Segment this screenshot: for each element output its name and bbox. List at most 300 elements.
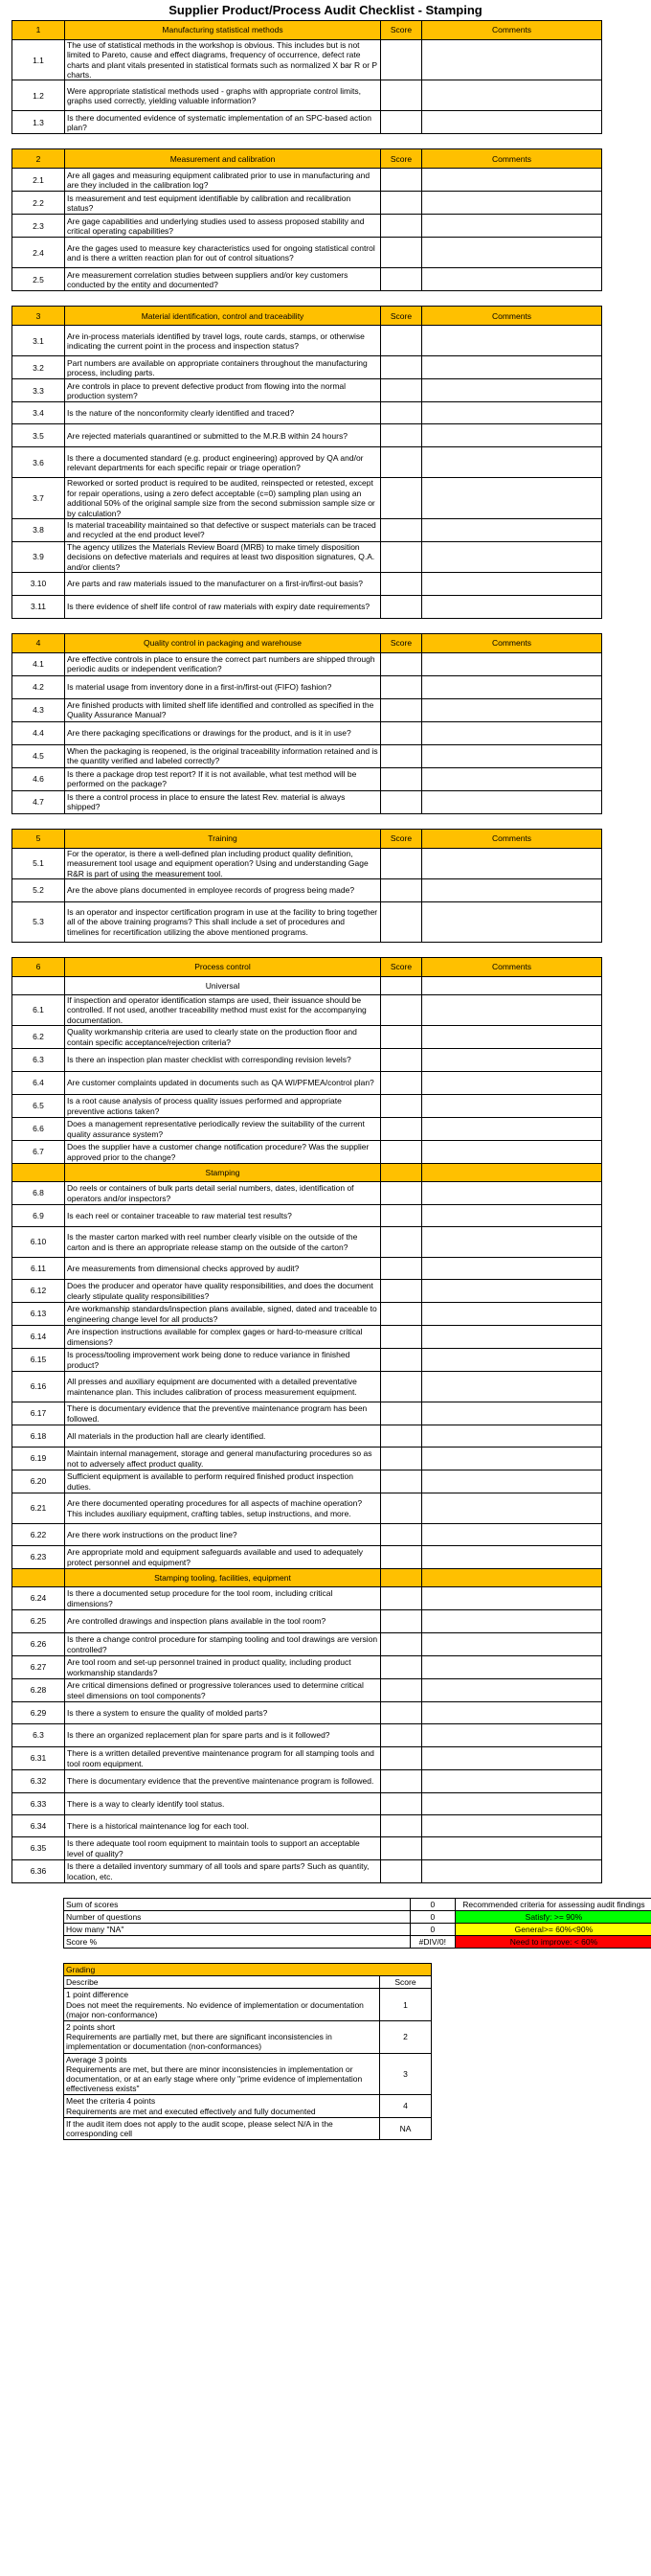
comments-cell[interactable] xyxy=(422,1679,602,1702)
comments-cell[interactable] xyxy=(422,326,602,356)
grading-description: Average 3 points Requirements are met, but there are minor inconsistencies in implementation or documentation, or at an early stage where only "prime evidence of implementation effectiveness exists" xyxy=(64,2053,380,2095)
comments-cell[interactable] xyxy=(422,40,602,80)
item-number: 3.3 xyxy=(12,379,65,402)
score-cell[interactable] xyxy=(381,1747,422,1770)
score-cell[interactable] xyxy=(381,80,422,111)
item-question: Is there adequate tool room equipment to maintain tools to support an acceptable level of quality? xyxy=(65,1837,381,1860)
score-cell[interactable] xyxy=(381,721,422,744)
comments-cell[interactable] xyxy=(422,111,602,134)
comments-cell[interactable] xyxy=(422,848,602,878)
page-title: Supplier Product/Process Audit Checklist - Stamping xyxy=(168,3,483,17)
score-cell[interactable] xyxy=(381,1402,422,1425)
criteria-note: Satisfy: >= 90% xyxy=(455,1911,651,1924)
checklist-row xyxy=(12,1724,602,1747)
comments-cell[interactable] xyxy=(422,1524,602,1546)
item-number: 5.1 xyxy=(12,848,65,878)
score-cell[interactable] xyxy=(381,1587,422,1610)
item-question: Is there a package drop test report? If it is not available, what test method will be performed on the package? xyxy=(65,767,381,790)
summary-row xyxy=(64,1911,651,1924)
score-cell[interactable] xyxy=(381,1349,422,1372)
score-cell[interactable] xyxy=(381,1072,422,1095)
comments-cell[interactable] xyxy=(422,879,602,902)
checklist-row xyxy=(12,572,602,595)
item-question: Does the producer and operator have quality responsibilities, and does the document clearly stipulate quality responsibilities? xyxy=(65,1280,381,1303)
summary-label: Number of questions xyxy=(64,1911,411,1924)
score-cell[interactable] xyxy=(381,215,422,238)
score-cell[interactable] xyxy=(381,698,422,721)
comments-cell[interactable] xyxy=(422,1724,602,1747)
summary-table xyxy=(63,1898,651,1949)
score-cell[interactable] xyxy=(381,767,422,790)
comments-cell[interactable] xyxy=(422,572,602,595)
comments-cell[interactable] xyxy=(422,1205,602,1227)
score-cell[interactable] xyxy=(381,1837,422,1860)
checklist-row xyxy=(12,40,602,80)
score-cell[interactable] xyxy=(381,1227,422,1258)
comments-cell[interactable] xyxy=(422,1095,602,1118)
item-question: There is a way to clearly identify tool status. xyxy=(65,1793,381,1815)
item-number: 6.35 xyxy=(12,1837,65,1860)
summary-row xyxy=(64,1899,651,1911)
criteria-note: Need to improve: < 60% xyxy=(455,1936,651,1949)
score-cell[interactable] xyxy=(381,1770,422,1793)
section-title: Measurement and calibration xyxy=(65,149,381,169)
comments-cell[interactable] xyxy=(422,1049,602,1072)
summary-value: 0 xyxy=(410,1911,455,1924)
item-question: Are gage capabilities and underlying studies used to assess proposed stability and critical operating capabilities? xyxy=(65,215,381,238)
score-cell[interactable] xyxy=(381,1633,422,1656)
section-number: 6 xyxy=(12,958,65,977)
item-question: When the packaging is reopened, is the original traceability information retained and is the quantity verified and labeled correctly? xyxy=(65,744,381,767)
grading-score: 2 xyxy=(380,2021,432,2054)
grading-description: Meet the criteria 4 points Requirements are met and executed effectively and fully documented xyxy=(64,2095,380,2117)
criteria-note: Recommended criteria for assessing audit findings xyxy=(455,1899,651,1911)
section-header-row xyxy=(12,21,602,40)
score-cell[interactable] xyxy=(381,1258,422,1280)
sections-container xyxy=(0,20,651,1898)
item-question: Does the supplier have a customer change notification procedure? Was the supplier approved prior to the change? xyxy=(65,1141,381,1164)
item-number: 6.20 xyxy=(12,1470,65,1493)
subgroup-row xyxy=(12,1164,602,1182)
checklist-row xyxy=(12,790,602,813)
item-number: 6.3 xyxy=(12,1049,65,1072)
comments-cell[interactable] xyxy=(422,1026,602,1049)
comments-cell[interactable] xyxy=(422,1280,602,1303)
checklist-row xyxy=(12,1747,602,1770)
score-cell[interactable] xyxy=(381,1280,422,1303)
score-cell[interactable] xyxy=(381,1205,422,1227)
comments-cell[interactable] xyxy=(422,356,602,379)
comments-cell[interactable] xyxy=(422,1633,602,1656)
score-cell[interactable] xyxy=(381,1049,422,1072)
item-question: Is an operator and inspector certification program in use at the facility to bring together all of the above training programs? This shall include a set of procedures and timelines for recertification utilizing the above mentioned programs. xyxy=(65,902,381,943)
checklist-row xyxy=(12,1280,602,1303)
grading-score: 1 xyxy=(380,1989,432,2021)
checklist-row xyxy=(12,192,602,215)
checklist-row xyxy=(12,1633,602,1656)
comments-cell[interactable] xyxy=(422,379,602,402)
score-cell[interactable] xyxy=(381,169,422,192)
score-cell[interactable] xyxy=(381,424,422,447)
score-header: Score xyxy=(381,958,422,977)
item-number: 6.11 xyxy=(12,1258,65,1280)
checklist-row xyxy=(12,879,602,902)
comments-cell[interactable] xyxy=(422,478,602,518)
item-number: 2.5 xyxy=(12,268,65,291)
score-cell[interactable] xyxy=(381,1679,422,1702)
score-cell[interactable] xyxy=(381,326,422,356)
score-cell[interactable] xyxy=(381,572,422,595)
grading-row xyxy=(64,2117,432,2139)
score-cell[interactable] xyxy=(381,1182,422,1205)
comments-cell[interactable] xyxy=(422,1702,602,1724)
score-cell[interactable] xyxy=(381,1724,422,1747)
checklist-row xyxy=(12,238,602,268)
grading-score: 4 xyxy=(380,2095,432,2117)
comments-cell[interactable] xyxy=(422,1610,602,1633)
subgroup-row xyxy=(12,1569,602,1587)
checklist-row xyxy=(12,1227,602,1258)
score-cell[interactable] xyxy=(381,478,422,518)
score-cell[interactable] xyxy=(381,1656,422,1679)
item-number: 4.2 xyxy=(12,675,65,698)
score-cell[interactable] xyxy=(381,402,422,424)
item-question: There is documentary evidence that the preventive maintenance program has been followed. xyxy=(65,1402,381,1425)
comments-cell[interactable] xyxy=(422,1860,602,1883)
comments-cell[interactable] xyxy=(422,1837,602,1860)
checklist-row xyxy=(12,1026,602,1049)
item-question: Are there packaging specifications or drawings for the product, and is it in use? xyxy=(65,721,381,744)
item-question: Are in-process materials identified by travel logs, route cards, stamps, or otherwise indicating the current point in the process and inspection status? xyxy=(65,326,381,356)
item-question: Is a root cause analysis of process quality issues performed and appropriate preventive actions taken? xyxy=(65,1095,381,1118)
comments-cell[interactable] xyxy=(422,721,602,744)
checklist-row xyxy=(12,721,602,744)
score-cell[interactable] xyxy=(381,1303,422,1326)
comments-cell[interactable] xyxy=(422,1182,602,1205)
grading-score: 3 xyxy=(380,2053,432,2095)
score-cell[interactable] xyxy=(381,1470,422,1493)
score-cell[interactable] xyxy=(381,848,422,878)
checklist-row xyxy=(12,1815,602,1837)
item-question: Is there a documented setup procedure for the tool room, including critical dimensions? xyxy=(65,1587,381,1610)
checklist-row xyxy=(12,1141,602,1164)
item-question: Is the nature of the nonconformity clearly identified and traced? xyxy=(65,402,381,424)
score-header: Score xyxy=(381,633,422,652)
score-cell[interactable] xyxy=(381,447,422,478)
item-number: 6.10 xyxy=(12,1227,65,1258)
comments-cell[interactable] xyxy=(422,424,602,447)
comments-header: Comments xyxy=(422,21,602,40)
comments-cell[interactable] xyxy=(422,80,602,111)
score-cell[interactable] xyxy=(381,1524,422,1546)
score-cell[interactable] xyxy=(381,1793,422,1815)
checklist-row xyxy=(12,1118,602,1141)
comments-cell[interactable] xyxy=(422,169,602,192)
item-question: Are customer complaints updated in documents such as QA WI/PFMEA/control plan? xyxy=(65,1072,381,1095)
comments-cell[interactable] xyxy=(422,1546,602,1569)
item-question: Are the gages used to measure key characteristics used for ongoing statistical control and is there a written reaction plan for out of control situations? xyxy=(65,238,381,268)
item-number: 6.15 xyxy=(12,1349,65,1372)
item-question: Is the master carton marked with reel number clearly visible on the outside of the carton and is there an appropriate release stamp on the outside of the carton? xyxy=(65,1227,381,1258)
comments-cell[interactable] xyxy=(422,1587,602,1610)
item-number: 1.3 xyxy=(12,111,65,134)
item-question: Is there an inspection plan master checklist with corresponding revision levels? xyxy=(65,1049,381,1072)
comments-cell[interactable] xyxy=(422,1656,602,1679)
score-cell[interactable] xyxy=(381,1546,422,1569)
grading-header-row xyxy=(64,1976,432,1989)
item-number: 4.1 xyxy=(12,652,65,675)
item-number: 1.2 xyxy=(12,80,65,111)
item-number: 6.2 xyxy=(12,1026,65,1049)
score-cell[interactable] xyxy=(381,995,422,1026)
item-question: Are finished products with limited shelf life identified and controlled as specified in the Quality Assurance Manual? xyxy=(65,698,381,721)
section-number: 2 xyxy=(12,149,65,169)
section-table xyxy=(11,957,602,1883)
score-cell[interactable] xyxy=(381,1815,422,1837)
summary-row xyxy=(64,1924,651,1936)
item-question: Is there a documented standard (e.g. product engineering) approved by QA and/or relevant departments for each specific repair or triage operation? xyxy=(65,447,381,478)
item-question: Are appropriate mold and equipment safeguards available and used to adequately protect personnel and equipment? xyxy=(65,1546,381,1569)
comments-cell[interactable] xyxy=(422,1448,602,1470)
grading-row xyxy=(64,1989,432,2021)
score-cell[interactable] xyxy=(381,1610,422,1633)
grading-title: Grading xyxy=(64,1964,432,1976)
item-number: 5.3 xyxy=(12,902,65,943)
item-question: Is there a system to ensure the quality of molded parts? xyxy=(65,1702,381,1724)
comments-cell[interactable] xyxy=(422,595,602,618)
item-question: Is measurement and test equipment identifiable by calibration and recalibration status? xyxy=(65,192,381,215)
item-question: The use of statistical methods in the workshop is obvious. This includes but is not limited to Pareto, cause and effect diagrams, frequency of occurrence, defect rate charts and plant vitals presented in statistical formats such as normalized X bar R or P charts. xyxy=(65,40,381,80)
item-question: Are effective controls in place to ensure the correct part numbers are shipped through periodic audits or independent verification? xyxy=(65,652,381,675)
item-number: 3.7 xyxy=(12,478,65,518)
section-title: Material identification, control and traceability xyxy=(65,307,381,326)
item-number: 6.3 xyxy=(12,1724,65,1747)
comments-cell[interactable] xyxy=(422,1072,602,1095)
comments-cell[interactable] xyxy=(422,402,602,424)
checklist-row xyxy=(12,169,602,192)
score-cell[interactable] xyxy=(381,1118,422,1141)
score-cell[interactable] xyxy=(381,1372,422,1402)
score-cell[interactable] xyxy=(381,675,422,698)
comments-cell[interactable] xyxy=(422,1793,602,1815)
section-title: Training xyxy=(65,829,381,848)
section-number: 4 xyxy=(12,633,65,652)
comments-cell[interactable] xyxy=(422,192,602,215)
grading-row xyxy=(64,2053,432,2095)
comments-cell[interactable] xyxy=(422,238,602,268)
item-number: 3.4 xyxy=(12,402,65,424)
comments-header: Comments xyxy=(422,829,602,848)
describe-header: Describe xyxy=(64,1976,380,1989)
grading-description: 1 point difference Does not meet the requirements. No evidence of implementation or documentation (major non-conformance) xyxy=(64,1989,380,2021)
grading-row xyxy=(64,2095,432,2117)
comments-cell[interactable] xyxy=(422,1815,602,1837)
score-cell[interactable] xyxy=(381,1326,422,1349)
score-cell[interactable] xyxy=(381,1493,422,1524)
item-question: Is there a control process in place to ensure the latest Rev. material is always shipped? xyxy=(65,790,381,813)
item-question: Is each reel or container traceable to raw material test results? xyxy=(65,1205,381,1227)
section-table xyxy=(11,20,602,134)
score-cell[interactable] xyxy=(381,111,422,134)
checklist-row xyxy=(12,447,602,478)
comments-cell[interactable] xyxy=(422,1326,602,1349)
subgroup-title: Universal xyxy=(65,977,381,995)
section-header-row xyxy=(12,149,602,169)
score-cell[interactable] xyxy=(381,652,422,675)
item-question: Are there documented operating procedures for all aspects of machine operation? This includes auxiliary equipment, crafting tables, setup instructions, and more. xyxy=(65,1493,381,1524)
grading-description: 2 points short Requirements are partially met, but there are significant inconsistencies in implementation or documentation (non-conformances) xyxy=(64,2021,380,2054)
summary-value: 0 xyxy=(410,1899,455,1911)
score-cell[interactable] xyxy=(381,356,422,379)
score-cell[interactable] xyxy=(381,595,422,618)
comments-cell[interactable] xyxy=(422,1372,602,1402)
comments-cell[interactable] xyxy=(422,652,602,675)
item-number: 6.26 xyxy=(12,1633,65,1656)
summary-row xyxy=(64,1936,651,1949)
checklist-row xyxy=(12,518,602,541)
comments-cell[interactable] xyxy=(422,518,602,541)
item-question: All presses and auxiliary equipment are documented with a detailed preventative maintenance plan. This includes calibration of process measurement equipment. xyxy=(65,1372,381,1402)
item-question: If inspection and operator identification stamps are used, their issuance should be controlled. If not used, another traceability method must exist for the accompanying documentation. xyxy=(65,995,381,1026)
score-cell[interactable] xyxy=(381,1141,422,1164)
score-cell[interactable] xyxy=(381,744,422,767)
comments-cell[interactable] xyxy=(422,1425,602,1448)
comments-cell[interactable] xyxy=(422,1493,602,1524)
comments-cell[interactable] xyxy=(422,215,602,238)
checklist-row xyxy=(12,995,602,1026)
checklist-row xyxy=(12,379,602,402)
score-cell[interactable] xyxy=(381,541,422,572)
score-cell[interactable] xyxy=(381,192,422,215)
item-number: 6.16 xyxy=(12,1372,65,1402)
section-table xyxy=(11,633,602,814)
comments-cell[interactable] xyxy=(422,268,602,291)
checklist-row xyxy=(12,326,602,356)
score-cell[interactable] xyxy=(381,1448,422,1470)
comments-cell[interactable] xyxy=(422,744,602,767)
checklist-row xyxy=(12,1679,602,1702)
item-question: Are controls in place to prevent defective product from flowing into the normal production system? xyxy=(65,379,381,402)
comments-header: Comments xyxy=(422,307,602,326)
comments-cell[interactable] xyxy=(422,675,602,698)
score-cell[interactable] xyxy=(381,879,422,902)
comments-cell[interactable] xyxy=(422,1227,602,1258)
score-header: Score xyxy=(381,149,422,169)
checklist-row xyxy=(12,268,602,291)
item-question: Part numbers are available on appropriate containers throughout the manufacturing process, including parts. xyxy=(65,356,381,379)
score-cell[interactable] xyxy=(381,1425,422,1448)
score-cell[interactable] xyxy=(381,1702,422,1724)
score-header: Score xyxy=(380,1976,432,1989)
score-cell[interactable] xyxy=(381,790,422,813)
item-number: 6.22 xyxy=(12,1524,65,1546)
comments-cell[interactable] xyxy=(422,790,602,813)
item-number: 6.6 xyxy=(12,1118,65,1141)
item-number: 6.24 xyxy=(12,1587,65,1610)
summary-label: Sum of scores xyxy=(64,1899,411,1911)
item-question: Is material traceability maintained so that defective or suspect materials can be traced and recycled at the end product level? xyxy=(65,518,381,541)
score-cell[interactable] xyxy=(381,1095,422,1118)
score-cell[interactable] xyxy=(381,518,422,541)
comments-cell[interactable] xyxy=(422,447,602,478)
item-question: Are measurement correlation studies between suppliers and/or key customers conducted by the entity and documented? xyxy=(65,268,381,291)
score-cell[interactable] xyxy=(381,379,422,402)
checklist-row xyxy=(12,1425,602,1448)
section-header-row xyxy=(12,958,602,977)
score-cell[interactable] xyxy=(381,902,422,943)
item-number: 2.1 xyxy=(12,169,65,192)
item-number: 6.17 xyxy=(12,1402,65,1425)
item-number: 6.32 xyxy=(12,1770,65,1793)
comments-cell[interactable] xyxy=(422,995,602,1026)
item-number: 3.1 xyxy=(12,326,65,356)
item-question: For the operator, is there a well-defined plan including product quality definition, measurement tool usage and equipment operation? Using and understanding Gage R&R is part of using the measurement tool. xyxy=(65,848,381,878)
comments-cell[interactable] xyxy=(422,1118,602,1141)
comments-cell[interactable] xyxy=(422,767,602,790)
item-number: 1.1 xyxy=(12,40,65,80)
checklist-row xyxy=(12,424,602,447)
item-number: 6.5 xyxy=(12,1095,65,1118)
comments-cell[interactable] xyxy=(422,1402,602,1425)
comments-cell[interactable] xyxy=(422,902,602,943)
item-question: Do reels or containers of bulk parts detail serial numbers, dates, identification of operators and/or inspectors? xyxy=(65,1182,381,1205)
comments-cell[interactable] xyxy=(422,1770,602,1793)
checklist-row xyxy=(12,1326,602,1349)
item-question: Are controlled drawings and inspection plans available in the tool room? xyxy=(65,1610,381,1633)
checklist-row xyxy=(12,1303,602,1326)
section-table xyxy=(11,829,602,943)
checklist-row xyxy=(12,1372,602,1402)
item-question: Is there a detailed inventory summary of all tools and spare parts? Such as quantity, location, etc. xyxy=(65,1860,381,1883)
score-header: Score xyxy=(381,829,422,848)
section-number: 5 xyxy=(12,829,65,848)
comments-cell[interactable] xyxy=(422,1470,602,1493)
item-number: 3.5 xyxy=(12,424,65,447)
comments-cell[interactable] xyxy=(422,1303,602,1326)
comments-cell[interactable] xyxy=(422,1258,602,1280)
score-header: Score xyxy=(381,21,422,40)
item-number: 3.6 xyxy=(12,447,65,478)
item-number: 6.31 xyxy=(12,1747,65,1770)
item-question: Are rejected materials quarantined or submitted to the M.R.B within 24 hours? xyxy=(65,424,381,447)
section-header-row xyxy=(12,633,602,652)
subgroup-title: Stamping xyxy=(65,1164,381,1182)
score-cell[interactable] xyxy=(381,1860,422,1883)
summary-value: #DIV/0! xyxy=(410,1936,455,1949)
comments-cell[interactable] xyxy=(422,541,602,572)
score-header: Score xyxy=(381,307,422,326)
comments-header: Comments xyxy=(422,633,602,652)
item-number: 3.10 xyxy=(12,572,65,595)
score-cell[interactable] xyxy=(381,1026,422,1049)
score-cell[interactable] xyxy=(381,238,422,268)
subgroup-row xyxy=(12,977,602,995)
section-number: 1 xyxy=(12,21,65,40)
item-number: 6.34 xyxy=(12,1815,65,1837)
comments-cell[interactable] xyxy=(422,1141,602,1164)
grading-container xyxy=(0,1963,651,2140)
item-number: 3.8 xyxy=(12,518,65,541)
summary-label: Score % xyxy=(64,1936,411,1949)
comments-cell[interactable] xyxy=(422,698,602,721)
item-question: There is a historical maintenance log for each tool. xyxy=(65,1815,381,1837)
section-title: Process control xyxy=(65,958,381,977)
score-cell[interactable] xyxy=(381,268,422,291)
comments-cell[interactable] xyxy=(422,1747,602,1770)
comments-cell[interactable] xyxy=(422,1349,602,1372)
checklist-row xyxy=(12,698,602,721)
score-cell[interactable] xyxy=(381,40,422,80)
